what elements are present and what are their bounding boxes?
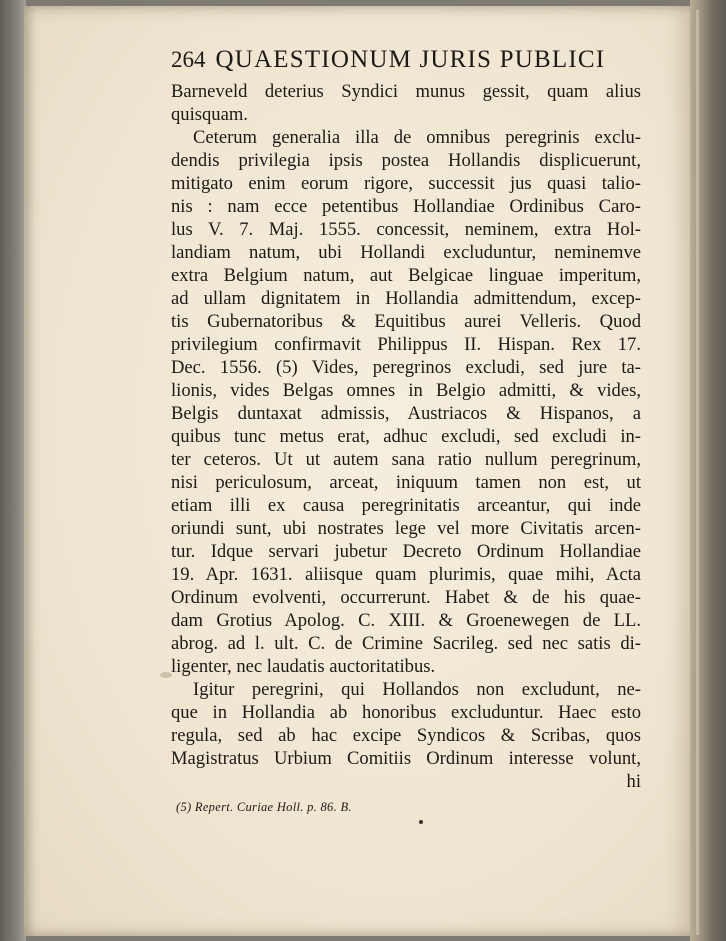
text-line: Barneveld deterius Syndici munus gessit, quam alius xyxy=(171,81,641,102)
text-line: ligenter, nec laudatis auctoritatibus. xyxy=(171,656,436,677)
ink-dot xyxy=(419,820,423,824)
page-edges xyxy=(690,0,726,941)
text-line: regula, sed ab hac excipe Syndicos & Scribas, quos xyxy=(171,725,641,746)
text-line: Dec. 1556. (5) Vides, peregrinos excludi, sed jure ta- xyxy=(171,357,641,378)
text-line: abrog. ad l. ult. C. de Crimine Sacrileg. sed nec satis di- xyxy=(171,633,641,654)
page-text xyxy=(171,46,641,815)
text-line: etiam illi ex causa peregrinitatis arceantur, qui inde xyxy=(171,495,641,516)
text-line: Igitur peregrini, qui Hollandos non excludunt, ne- xyxy=(193,679,641,700)
body-text xyxy=(171,80,641,770)
footnote: (5) Repert. Curiae Holl. p. 86. B. xyxy=(176,800,352,814)
text-line: mitigato enim eorum rigore, successit jus quasi talio- xyxy=(171,173,641,194)
text-line: tur. Idque servari jubetur Decreto Ordinum Hollandiae xyxy=(171,541,641,562)
text-line: lus V. 7. Maj. 1555. concessit, neminem, extra Hol- xyxy=(171,219,641,240)
text-line: Belgis duntaxat admissis, Austriacos & Hispanos, a xyxy=(171,403,641,424)
catchword: hi xyxy=(626,771,641,792)
text-line: que in Hollandia ab honoribus excluduntur. Haec esto xyxy=(171,702,641,723)
book-binding xyxy=(0,0,26,941)
text-line: nisi periculosum, arceat, iniquum tamen non est, ut xyxy=(171,472,641,493)
running-title: QUAESTIONUM JURIS PUBLICI xyxy=(215,46,606,73)
text-line: quisquam. xyxy=(171,104,248,125)
text-line: extra Belgium natum, aut Belgicae linguae imperitum, xyxy=(171,265,641,286)
text-line: Ordinum evolventi, occurrerunt. Habet & de his quae- xyxy=(171,587,641,608)
text-line: dam Grotius Apolog. C. XIII. & Groenewegen de LL. xyxy=(171,610,641,631)
catchword-row xyxy=(171,770,641,794)
text-line: 19. Apr. 1631. aliisque quam plurimis, quae mihi, Acta xyxy=(171,564,641,585)
running-head xyxy=(171,46,641,80)
text-line: landiam natum, ubi Hollandi excluduntur, neminemve xyxy=(171,242,641,263)
text-line: dendis privilegia ipsis postea Hollandis displicuerunt, xyxy=(171,150,641,171)
text-line: ad ullam dignitatem in Hollandia admittendum, excep- xyxy=(171,288,641,309)
text-line: Ceterum generalia illa de omnibus peregrinis exclu- xyxy=(193,127,641,148)
text-line: ter ceteros. Ut ut autem sana ratio nullum peregrinum, xyxy=(171,449,641,470)
text-line: oriundi sunt, ubi nostrates lege vel more Civitatis arcen- xyxy=(171,518,641,539)
page-number: 264 xyxy=(171,47,206,72)
text-line: nis : nam ecce petentibus Hollandiae Ordinibus Caro- xyxy=(171,196,641,217)
text-line: tis Gubernatoribus & Equitibus aurei Velleris. Quod xyxy=(171,311,641,332)
ink-smudge xyxy=(160,672,172,678)
text-line: Magistratus Urbium Comitiis Ordinum interesse volunt, xyxy=(171,748,641,769)
text-line: privilegium confirmavit Philippus II. Hispan. Rex 17. xyxy=(171,334,641,355)
text-line: lionis, vides Belgas omnes in Belgio admitti, & vides, xyxy=(171,380,641,401)
text-line: quibus tunc metus erat, adhuc excludi, sed excludi in- xyxy=(171,426,641,447)
